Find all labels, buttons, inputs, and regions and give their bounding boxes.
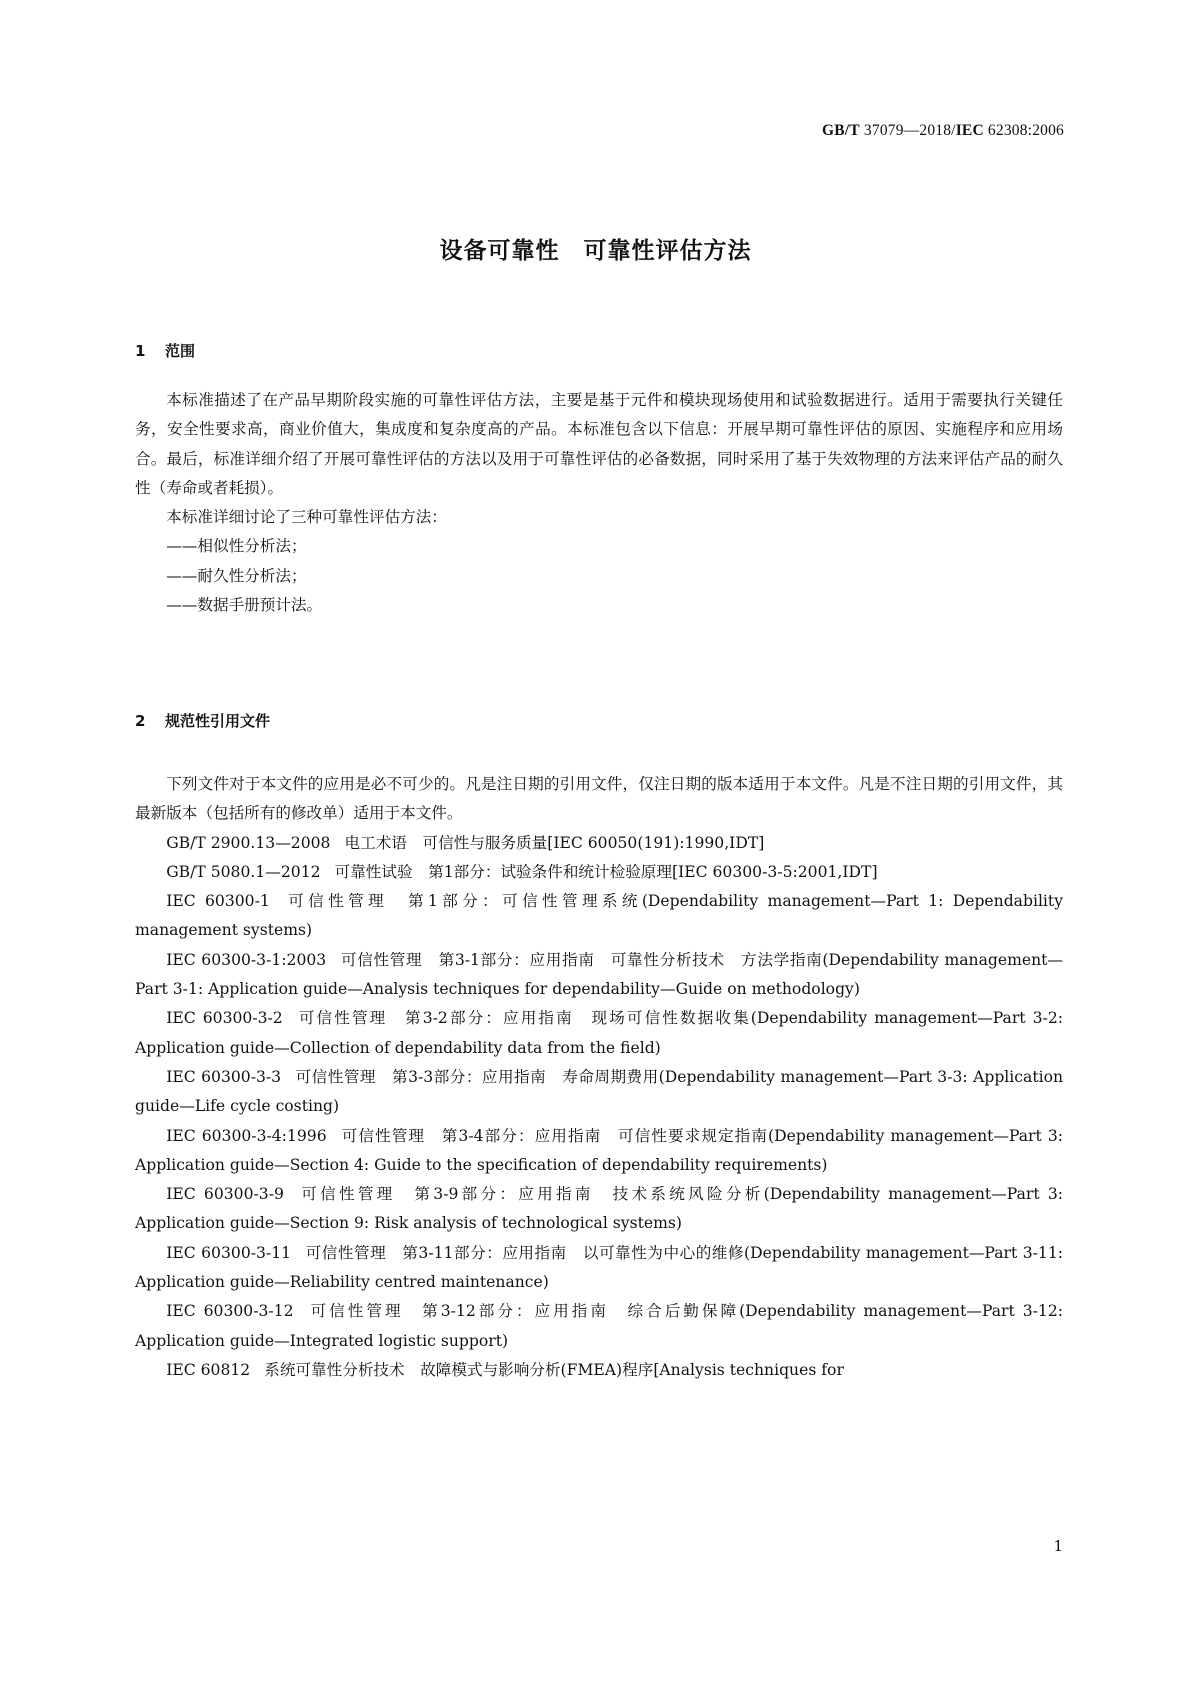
reference-code: GB/T 5080.1—2012	[166, 862, 321, 881]
list-item: ——耐久性分析法；	[166, 566, 307, 585]
reference-item	[135, 1004, 1063, 1063]
reference-code: IEC 60300-3-3	[166, 1067, 282, 1086]
list-item: ——相似性分析法；	[166, 537, 307, 556]
reference-text: 可信性管理 第3-11部分：应用指南 以可靠性为中心的维修(Dependability management—Part 3-11: Application guide—Reliability centred maintenance)	[135, 1243, 1064, 1292]
reference-item	[135, 1356, 1063, 1385]
reference-item	[135, 1239, 1063, 1298]
std-number: 37079—2018/	[859, 122, 956, 139]
paragraph: 本标准描述了在产品早期阶段实施的可靠性评估方法，主要是基于元件和模块现场使用和试验数据进行。适用于需要执行关键任务，安全性要求高，商业价值大，集成度和复杂度高的产品。本标准包含以下信息：开展早期可靠性评估的原因、实施程序和应用场合。最后，标准详细介绍了开展可靠性评估的方法以及用于可靠性评估的必备数据，同时采用了基于失效物理的方法来评估产品的耐久性（寿命或者耗损）。	[135, 391, 1063, 497]
section-2-body	[135, 770, 1063, 1385]
reference-text: 可靠性试验 第1部分：试验条件和统计检验原理[IEC 60300-3-5:2001,IDT]	[334, 862, 878, 881]
reference-item	[135, 1180, 1063, 1239]
section-1-body	[135, 386, 1063, 620]
reference-text: 可信性管理 第3-2部分：应用指南 现场可信性数据收集(Dependability management—Part 3-2: Application guide—Collection of dependability data from the field)	[135, 1009, 1063, 1057]
list-item: ——数据手册预计法。	[166, 596, 323, 615]
section-number: 2	[135, 712, 146, 730]
reference-text: 可信性管理 第3-4部分：应用指南 可信性要求规定指南(Dependability management—Part 3: Application guide—Section 4: Guide to the specification of dependability requirements)	[135, 1126, 1063, 1174]
paragraph: 下列文件对于本文件的应用是必不可少的。凡是注日期的引用文件，仅注日期的版本适用于本文件。凡是不注日期的引用文件，其最新版本（包括所有的修改单）适用于本文件。	[135, 775, 1063, 823]
reference-code: IEC 60812	[166, 1360, 251, 1379]
reference-text: 可信性管理 第1部分：可信性管理系统(Dependability management—Part 1: Dependability management systems)	[135, 892, 1064, 940]
standard-code	[822, 122, 1064, 140]
reference-text: 可信性管理 第3-1部分：应用指南 可靠性分析技术 方法学指南(Dependability management—Part 3-1: Application guide—Analysis techniques for dependability—Guide on methodology)	[135, 950, 1063, 999]
section-number: 1	[135, 342, 146, 360]
paragraph: 本标准详细讨论了三种可靠性评估方法：	[166, 508, 447, 527]
section-title: 范围	[165, 342, 196, 360]
reference-item	[135, 1297, 1063, 1356]
section-title: 规范性引用文件	[165, 712, 271, 730]
reference-item	[135, 887, 1063, 946]
reference-code: IEC 60300-3-12	[166, 1302, 294, 1321]
document-title: 设备可靠性 可靠性评估方法	[439, 238, 752, 264]
std-prefix: GB/T	[822, 122, 860, 139]
page-number: 1	[1053, 1537, 1063, 1555]
reference-code: IEC 60300-3-11	[166, 1243, 292, 1262]
reference-item	[135, 858, 1063, 887]
section-heading-2	[135, 710, 270, 731]
reference-code: IEC 60300-1	[166, 892, 270, 911]
reference-code: IEC 60300-3-4:1996	[166, 1126, 327, 1145]
reference-item	[135, 829, 1063, 858]
reference-text: 可信性管理 第3-3部分：应用指南 寿命周期费用(Dependability management—Part 3-3: Application guide—Life cycle costing)	[135, 1067, 1063, 1116]
reference-text: 可信性管理 第3-12部分：应用指南 综合后勤保障(Dependability management—Part 3-12: Application guide—Integrated logistic support)	[135, 1302, 1063, 1350]
std-iec-number: 62308:2006	[983, 122, 1064, 139]
std-iec: IEC	[955, 122, 984, 139]
reference-item	[135, 1122, 1063, 1181]
reference-code: IEC 60300-3-1:2003	[166, 950, 327, 969]
reference-code: IEC 60300-3-9	[166, 1185, 284, 1204]
reference-text: 可信性管理 第3-9部分：应用指南 技术系统风险分析(Dependability management—Part 3: Application guide—Section 9: Risk analysis of technological systems)	[135, 1185, 1063, 1233]
reference-text: 电工术语 可信性与服务质量[IEC 60050(191):1990,IDT]	[344, 833, 765, 852]
section-heading-1	[135, 340, 195, 361]
reference-text: 系统可靠性分析技术 故障模式与影响分析(FMEA)程序[Analysis techniques for	[264, 1360, 844, 1379]
reference-item	[135, 1063, 1063, 1122]
reference-code: GB/T 2900.13—2008	[166, 833, 331, 852]
reference-code: IEC 60300-3-2	[166, 1009, 283, 1028]
reference-item	[135, 946, 1063, 1005]
